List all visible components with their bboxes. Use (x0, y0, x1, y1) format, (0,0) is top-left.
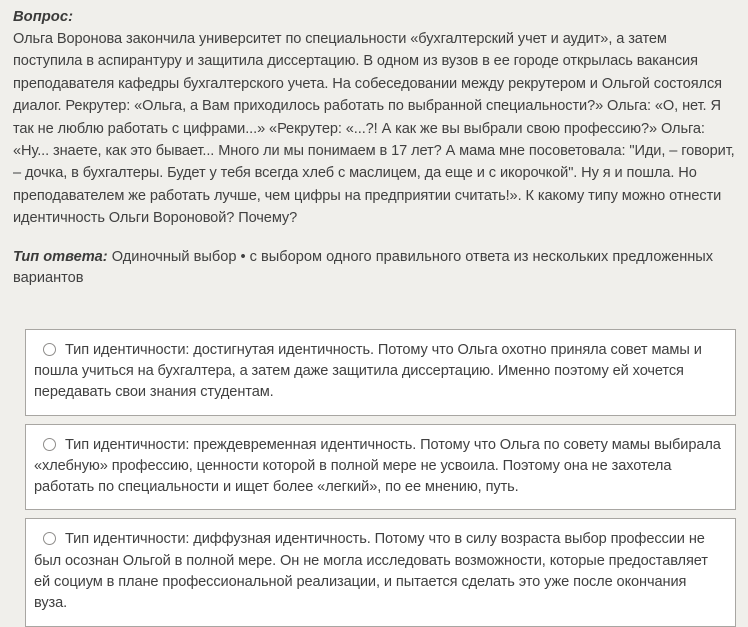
answer-option-1[interactable] (25, 329, 736, 416)
answer-option-2-label: Тип идентичности: преждевременная идентичность. Потому что Ольга по совету мамы выбирала «хлебную» профессию, ценности которой в полной мере не усвоила. Поэтому она не захотела работать по специальности и ищет более «легкий», по ее мнению, путь. (34, 436, 721, 496)
answer-type-label: Тип ответа: (13, 248, 108, 265)
answer-type-value: Одиночный выбор • с выбором одного правильного ответа из нескольких предложенных вариантов (13, 248, 714, 286)
answer-option-1-label: Тип идентичности: достигнутая идентичность. Потому что Ольга охотно приняла совет мамы и пошла учиться на бухгалтера, а затем даже защитила диссертацию. Именно поэтому ей хочется передавать свои знания студентам. (34, 341, 702, 401)
question-text: Ольга Воронова закончила университет по специальности «бухгалтерский учет и аудит», а затем поступила в аспирантуру и защитила диссертацию. В одном из вузов в ее городе открылась вакансия преподавателя кафедры бухгалтерского учета. На собеседовании между рекрутером и Ольгой состоялся диалог. Рекрутер: «Ольга, а Вам приходилось работать по выбранной специальности?» Ольга: «О, нет. Я так не люблю работать с цифрами...» «Рекрутер: «...?! А как же вы выбрали свою профессию?» Ольга: «Ну... знаете, как это бывает... Много ли мы понимаем в 17 лет? А мама мне посоветовала: "Иди, – говорит, – дочка, в бухгалтеры. Будет у тебя всегда хлеб с маслицем, да еще и с икорочкой". Ну я и пошла. Но преподавателем же работать лучше, чем цифры на предприятии считать!». К какому типу можно отнести идентичность Ольги Вороновой? Почему? (13, 31, 735, 227)
answer-type-row (13, 247, 736, 289)
radio-button-icon[interactable] (43, 532, 56, 545)
answer-option-2[interactable] (25, 424, 736, 511)
answer-option-3[interactable] (25, 518, 736, 626)
radio-button-icon[interactable] (43, 343, 56, 356)
question-label: Вопрос: (13, 9, 73, 25)
radio-button-icon[interactable] (43, 438, 56, 451)
answer-options-list (13, 329, 736, 627)
answer-option-3-label: Тип идентичности: диффузная идентичность. Потому что в силу возраста выбор профессии не был осознан Ольгой в полной мере. Он не могла исследовать возможности, которые предоставляет ей социум в плане профессиональной реализации, и пытается сделать это уже после окончания вуза. (34, 531, 708, 612)
